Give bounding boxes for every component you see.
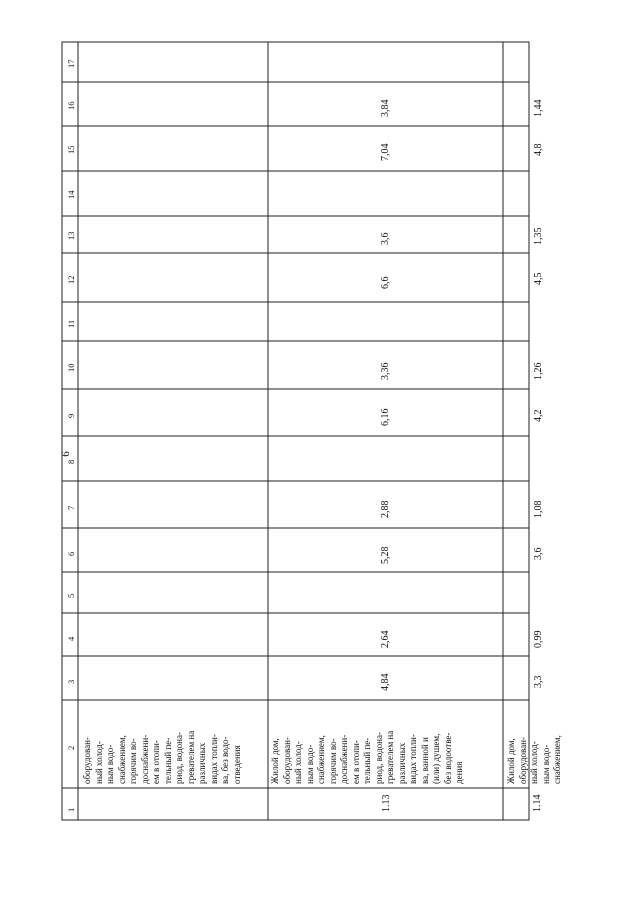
row-1-14-col6: 3,6 — [533, 547, 544, 560]
col-header-5: 5 — [66, 593, 76, 598]
col-header-15: 15 — [66, 145, 76, 154]
row-0-description: оборудован- ный холод- ным водо- снабжением, горячим во- доснабжени- ем в отопи- тельный пе- риод, водона- гревателем на различных видах топли- ва, без водо- отведения — [82, 730, 242, 784]
row-1-13-id: 1.13 — [381, 794, 392, 812]
col-header-16: 16 — [66, 101, 76, 110]
col-header-6: 6 — [66, 551, 76, 556]
row-1-13-col9: 6,16 — [380, 408, 391, 426]
col-header-4: 4 — [66, 636, 76, 641]
row-1-14-col9: 4,2 — [533, 409, 544, 422]
row-1-13-col12: 6,6 — [380, 276, 391, 289]
col-header-12: 12 — [66, 275, 76, 284]
col-header-9: 9 — [66, 413, 76, 418]
row-1-14-id: 1.14 — [532, 794, 543, 812]
row-1-13-col16: 3,84 — [380, 99, 391, 117]
col-header-13: 13 — [66, 231, 76, 240]
row-1-13-col15: 7,04 — [380, 143, 391, 161]
row-1-13-col6: 5,28 — [380, 546, 391, 564]
col-header-1: 1 — [66, 807, 76, 812]
row-1-14-col10: 1,26 — [533, 362, 544, 380]
row-1-14-col3: 3,3 — [533, 675, 544, 688]
row-1-14-col7: 1,08 — [533, 500, 544, 518]
col-header-8: 8 — [66, 459, 76, 464]
col-header-14: 14 — [66, 190, 76, 199]
row-1-13-description: Жилой дом, оборудован- ный холод- ным водо- снабжением, горячим во- доснабжени- ем в отопи- тельный пе- риод, водона- гревателем на различных видах топли- ва, ванной и (или) душем, без водоотве- дения — [270, 730, 464, 784]
row-1-14-col15: 4,8 — [533, 143, 544, 156]
col-header-11: 11 — [66, 319, 76, 328]
row-1-14-col13: 1,35 — [533, 227, 544, 245]
col-header-2: 2 — [66, 745, 76, 750]
row-1-14-col4: 0,99 — [533, 630, 544, 648]
row-1-14-col12: 4,5 — [533, 272, 544, 285]
col-header-7: 7 — [66, 505, 76, 510]
col-header-17: 17 — [66, 59, 76, 68]
row-1-13-col4: 2,64 — [380, 630, 391, 648]
col-header-10: 10 — [66, 363, 76, 372]
col-header-3: 3 — [66, 679, 76, 684]
row-1-14-col16: 1,44 — [533, 99, 544, 117]
row-1-13-col10: 3,36 — [380, 362, 391, 380]
row-1-13-col7: 2,88 — [380, 500, 391, 518]
row-1-14-description: Жилой дом, оборудован- ный холод- ным водо- снабжением, — [506, 735, 562, 784]
page-number: 6 — [60, 451, 72, 457]
row-1-13-col13: 3,6 — [380, 232, 391, 245]
row-1-13-col3: 4,84 — [380, 673, 391, 691]
